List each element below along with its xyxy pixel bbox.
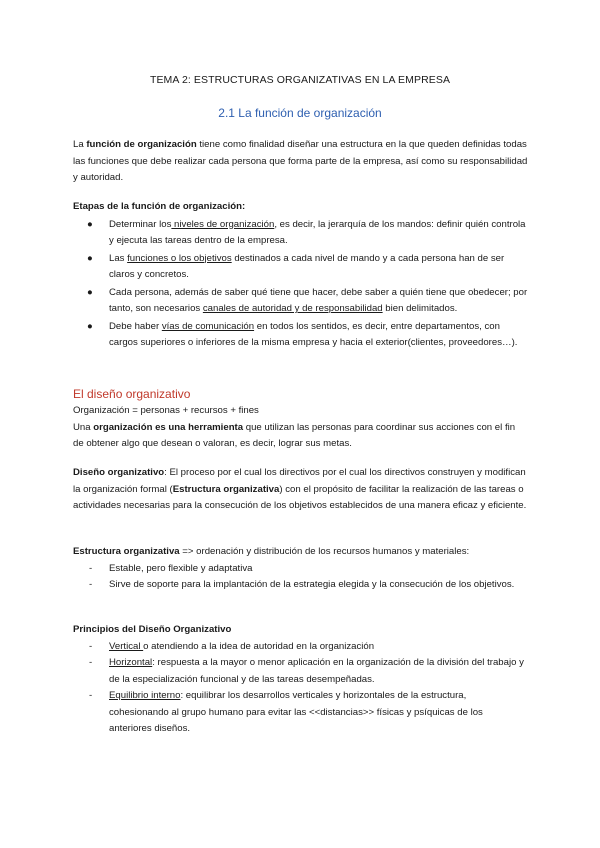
bullet-icon: ● [87,320,93,332]
intro-term: función de organización [86,139,197,150]
bullet-icon: ● [87,218,93,230]
intro-paragraph [73,137,528,187]
diseno-definition: Una organización es una herramienta que utilizan las personas para coordinar sus acciones con el fin de obtener algo que desean o valoran, es decir, lograr sus metas. [73,421,516,449]
list-item: ● Determinar los niveles de organización, es decir, la jerarquía de los mandos: definir quién controla y ejecuta las tareas dentro de la empresa. [87,218,526,246]
principios-list [73,639,528,738]
diseno-formula: Organización = personas + recursos + fines [73,405,259,416]
dash-icon: - [89,657,93,668]
estructura-section [73,544,528,594]
list-item: ● Cada persona, además de saber qué tiene que hacer, debe saber a quién tiene que obedecer; por tanto, son necesarios canales de autoridad y de responsabilidad bien delimitados. [87,286,528,314]
list-item: - Estable, pero flexible y adaptativa [73,561,528,578]
diseno-paragraph [73,403,528,453]
etapas-list [73,217,528,352]
list-item: - Vertical o atendiendo a la idea de autoridad en la organización [73,639,528,656]
list-item: - Sirve de soporte para la implantación de la estrategia elegida y la consecución de los objetivos. [73,577,528,594]
bullet-icon: ● [87,252,93,264]
estructura-line: Estructura organizativa => ordenación y distribución de los recursos humanos y materiales: [73,546,470,557]
diseno-heading: El diseño organizativo [73,387,191,401]
estructura-list [73,561,528,594]
principios-section [73,622,528,738]
list-item: - Horizontal: respuesta a la mayor o menor aplicación en la organización de la división del trabajo y de la especialización funcional y de las tareas desempeñadas. [89,657,524,685]
page-title: TEMA 2: ESTRUCTURAS ORGANIZATIVAS EN LA EMPRESA [149,74,451,86]
dash-icon: - [89,640,93,652]
intro-rest: tiene como finalidad diseñar una estructura en la que queden definidas todas las funciones que debe realizar cada persona que forma parte de la empresa, así como su responsabilidad y autoridad. [73,139,528,183]
etapas-section [73,199,528,352]
bullet-icon: ● [87,286,93,298]
dash-icon: - [89,690,93,701]
list-item: ● Debe haber vías de comunicación en todos los sentidos, es decir, entre departamentos, con cargos superiores o inferiores de la misma empresa y hacia el exterior(clientes, proveedores…). [87,320,518,348]
etapas-heading: Etapas de la función de organización: [73,201,246,212]
intro-lead: La [73,139,87,150]
section-subtitle: 2.1 La función de organización [218,106,382,120]
dash-icon: - [89,579,93,590]
dash-icon: - [89,562,93,574]
list-item: - Equilibrio interno: equilibrar los desarrollos verticales y horizontales de la estructura, cohesionando al grupo humano para evitar las <<distancias>> físicas y psíquicas de los anteriores diseños. [89,690,483,734]
list-item: ● Las funciones o los objetivos destinados a cada nivel de mando y a cada persona han de ser claros y concretos. [87,252,505,280]
diseno-organizativo-term: Diseño organizativo [73,467,165,478]
principios-heading: Principios del Diseño Organizativo [73,624,232,635]
diseno-organizativo-paragraph: Diseño organizativo: El proceso por el cual los directivos por el cual los directivos construyen y modifican la organización formal (Estructura organizativa) con el propósito de facilitar la realización de las tareas o actividades necesarias para la consecución de los objetivos establecidos de una manera eficaz y eficiente. [73,467,527,511]
